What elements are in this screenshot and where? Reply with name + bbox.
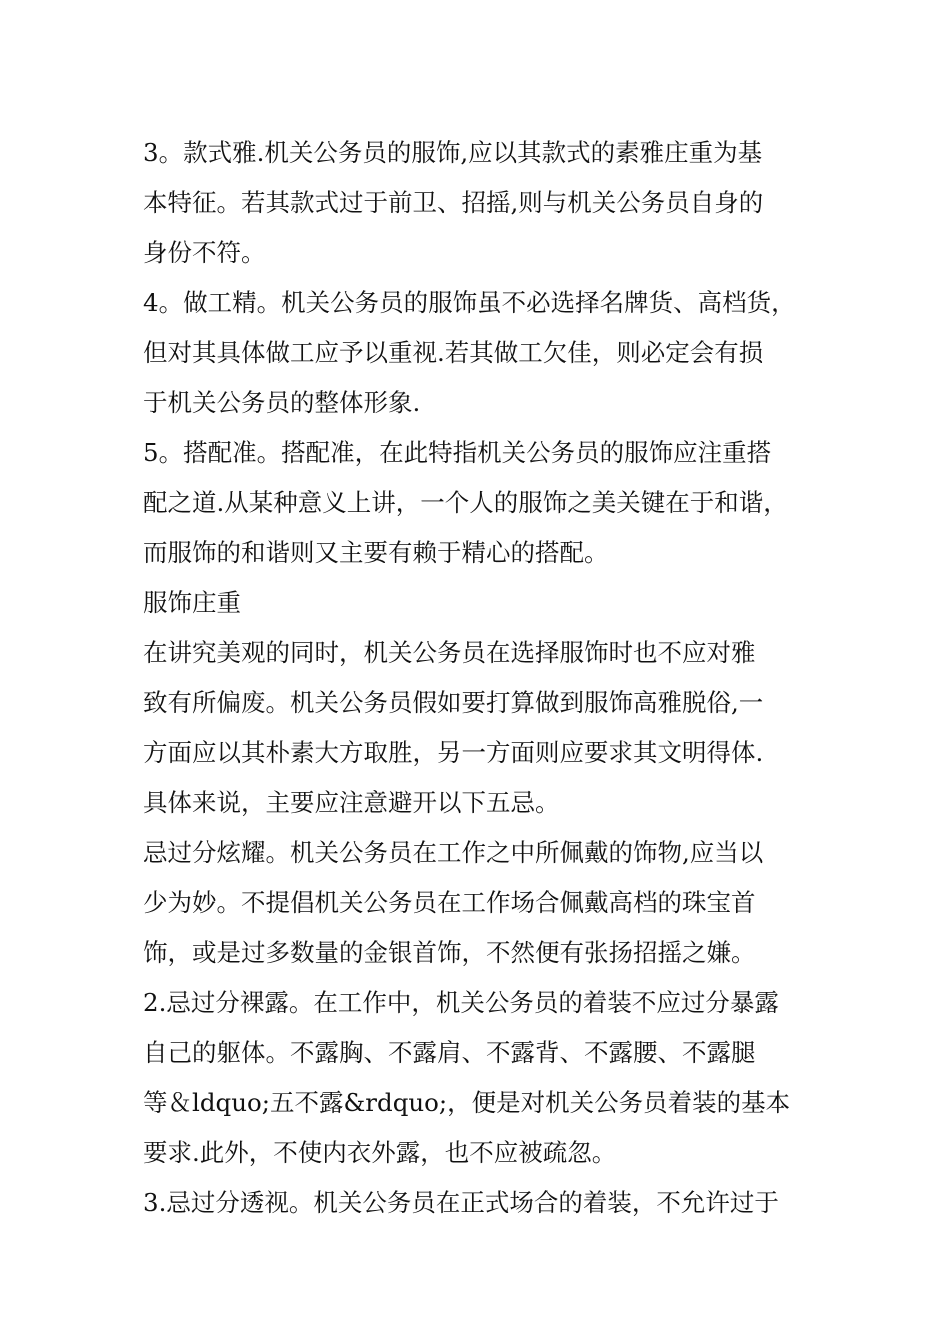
text-line-11: 在讲究美观的同时，机关公务员在选择服饰时也不应对雅 — [143, 638, 756, 667]
text-line-1: 3。款式雅.机关公务员的服饰,应以其款式的素雅庄重为基 — [143, 138, 763, 167]
text-line-8: 配之道.从某种意义上讲，一个人的服饰之美关键在于和谐， — [143, 488, 788, 517]
text-line-20: 等＆ldquo;五不露&rdquo;，便是对机关公务员着装的基本 — [143, 1088, 791, 1117]
document-body — [143, 128, 833, 1228]
text-line-18: 2.忌过分裸露。在工作中，机关公务员的着装不应过分暴露 — [143, 988, 779, 1017]
text-line-9: 而服饰的和谐则又主要有赖于精心的搭配。 — [143, 538, 609, 567]
text-line-2: 本特征。若其款式过于前卫、招摇,则与机关公务员自身的 — [143, 188, 764, 217]
text-line-15: 忌过分炫耀。机关公务员在工作之中所佩戴的饰物,应当以 — [143, 838, 764, 867]
text-line-21: 要求.此外，不使内衣外露，也不应被疏忽。 — [143, 1138, 617, 1167]
text-line-6: 于机关公务员的整体形象. — [143, 388, 421, 417]
text-line-7: 5。搭配准。搭配准，在此特指机关公务员的服饰应注重搭 — [143, 438, 772, 467]
text-line-4: 4。做工精。机关公务员的服饰虽不必选择名牌货、高档货， — [143, 288, 796, 317]
text-line-3: 身份不符。 — [143, 238, 266, 267]
text-line-14: 具体来说，主要应注意避开以下五忌。 — [143, 788, 560, 817]
text-line-17: 饰，或是过多数量的金银首饰，不然便有张扬招摇之嫌。 — [143, 938, 756, 967]
section-heading: 服饰庄重 — [143, 588, 241, 617]
text-line-5: 但对其具体做工应予以重视.若其做工欠佳，则必定会有损 — [143, 338, 764, 367]
text-line-22: 3.忌过分透视。机关公务员在正式场合的着装，不允许过于 — [143, 1188, 779, 1217]
text-line-12: 致有所偏废。机关公务员假如要打算做到服饰高雅脱俗,一 — [143, 688, 764, 717]
text-line-13: 方面应以其朴素大方取胜，另一方面则应要求其文明得体. — [143, 738, 764, 767]
text-line-19: 自己的躯体。不露胸、不露肩、不露背、不露腰、不露腿 — [143, 1038, 756, 1067]
text-line-16: 少为妙。不提倡机关公务员在工作场合佩戴高档的珠宝首 — [143, 888, 756, 917]
